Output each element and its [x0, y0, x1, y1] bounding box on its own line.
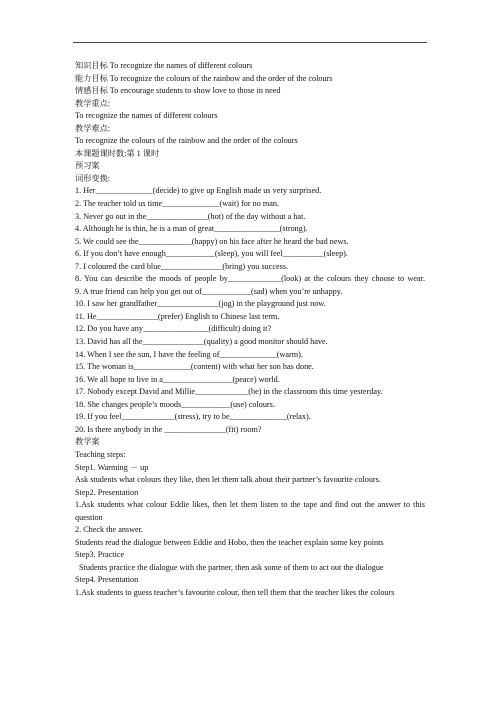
step3-heading: Step3. Practice	[75, 550, 125, 560]
step3-text: Students practice the dialogue with the partner, then ask some of them to act out the dialogue	[79, 562, 384, 572]
key-points-text: To recognize the names of different colours	[75, 111, 218, 121]
exercise-item: 14. When I see the sun, I have the feeling of______________(warm).	[75, 349, 303, 359]
teaching-steps-heading: Teaching steps:	[75, 449, 126, 459]
step1-heading: Step1. Warming － up	[75, 462, 149, 472]
key-points-heading: 教学重点:	[75, 98, 111, 108]
exercise-item: 12. Do you have any________________(difficult) doing it?	[75, 324, 272, 334]
exercise-item: 8. You can describe the moods of people by_____________(look) at the colours they choose to wear.	[75, 274, 425, 284]
exercise-item: 1. Her______________(decide) to give up English made us very surprised.	[75, 186, 322, 196]
knowledge-goal: 知识目标 To recognize the names of different colours	[75, 61, 253, 70]
step4-heading: Step4. Presentation	[75, 575, 139, 585]
exercise-item: 7. I coloured the card blue_______________(bring) you success.	[75, 261, 289, 271]
step4-item-1: 1.Ask students to guess teacher’s favourite colour, then tell them that the teacher likes the colours	[75, 587, 395, 597]
exercise-item: 3. Never go out in the_______________(hot) of the day without a hat.	[75, 211, 306, 221]
exercise-item: 9. A true friend can help you get out of____________(sad) when you’re unhappy.	[75, 286, 343, 296]
lesson-count: 本课题课时数:第 1 课时	[75, 148, 160, 158]
word-forms-heading: 词形变换:	[75, 173, 111, 183]
difficulties-text: To recognize the colours of the rainbow and the order of the colours	[75, 136, 298, 146]
step2-heading: Step2. Presentation	[75, 487, 139, 497]
exercise-item: 13. David has all the_______________(quality) a good monitor should have.	[75, 337, 328, 347]
exercise-item: 19. If you feel_____________(stress), try to be______________(relax).	[75, 412, 311, 422]
step1-text: Ask students what colours they like, then let them talk about their partner’s favourite colours.	[75, 475, 381, 485]
exercise-item: 6. If you don’t have enough____________(sleep), you will feel__________(sleep).	[75, 249, 348, 259]
teaching-plan-heading: 教学案	[75, 437, 100, 447]
difficulties-heading: 教学难点:	[75, 123, 111, 133]
document-body	[75, 60, 425, 600]
exercise-item: 5. We could see the_____________(happy) on his face after he heard the bad news.	[75, 236, 349, 246]
exercise-item: 16. We all hope to live in a_________________(peace) world.	[75, 374, 280, 384]
emotion-goal: 情感目标 To encourage students to show love to those in need	[75, 86, 281, 96]
exercise-item: 20. Is there anybody in the _______________(fit) room?	[75, 424, 262, 434]
step2-text: Students read the dialogue between Eddie and Hobo, then the teacher explain some key points	[75, 537, 384, 547]
exercise-item: 15. The woman is______________(content) with what her son has done.	[75, 362, 314, 372]
exercise-item: 4. Although he is thin, he is a man of great________________(strong).	[75, 224, 308, 234]
header-rule	[73, 42, 427, 43]
exercise-item: 11. He_______________(prefer) English to Chinese last term.	[75, 311, 280, 321]
step2-item-1: 1.Ask students what colour Eddie likes, then let them listen to the tape and find out the answer to this question	[75, 500, 425, 522]
preview-heading: 预习案	[75, 161, 100, 171]
exercise-item: 18. She changes people’s moods____________(use) colours.	[75, 399, 275, 409]
exercise-item: 2. The teacher told us time______________(wait) for no man.	[75, 199, 280, 209]
exercise-item: 17. Nobody except David and Millie_____________(be) in the classroom this time yesterday.	[75, 387, 383, 397]
exercise-item: 10. I saw her grandfather_______________(jog) in the playground just now.	[75, 299, 326, 309]
step2-item-2: 2. Check the answer.	[75, 525, 143, 535]
ability-goal: 能力目标 To recognize the colours of the rainbow and the order of the colours	[75, 73, 333, 83]
